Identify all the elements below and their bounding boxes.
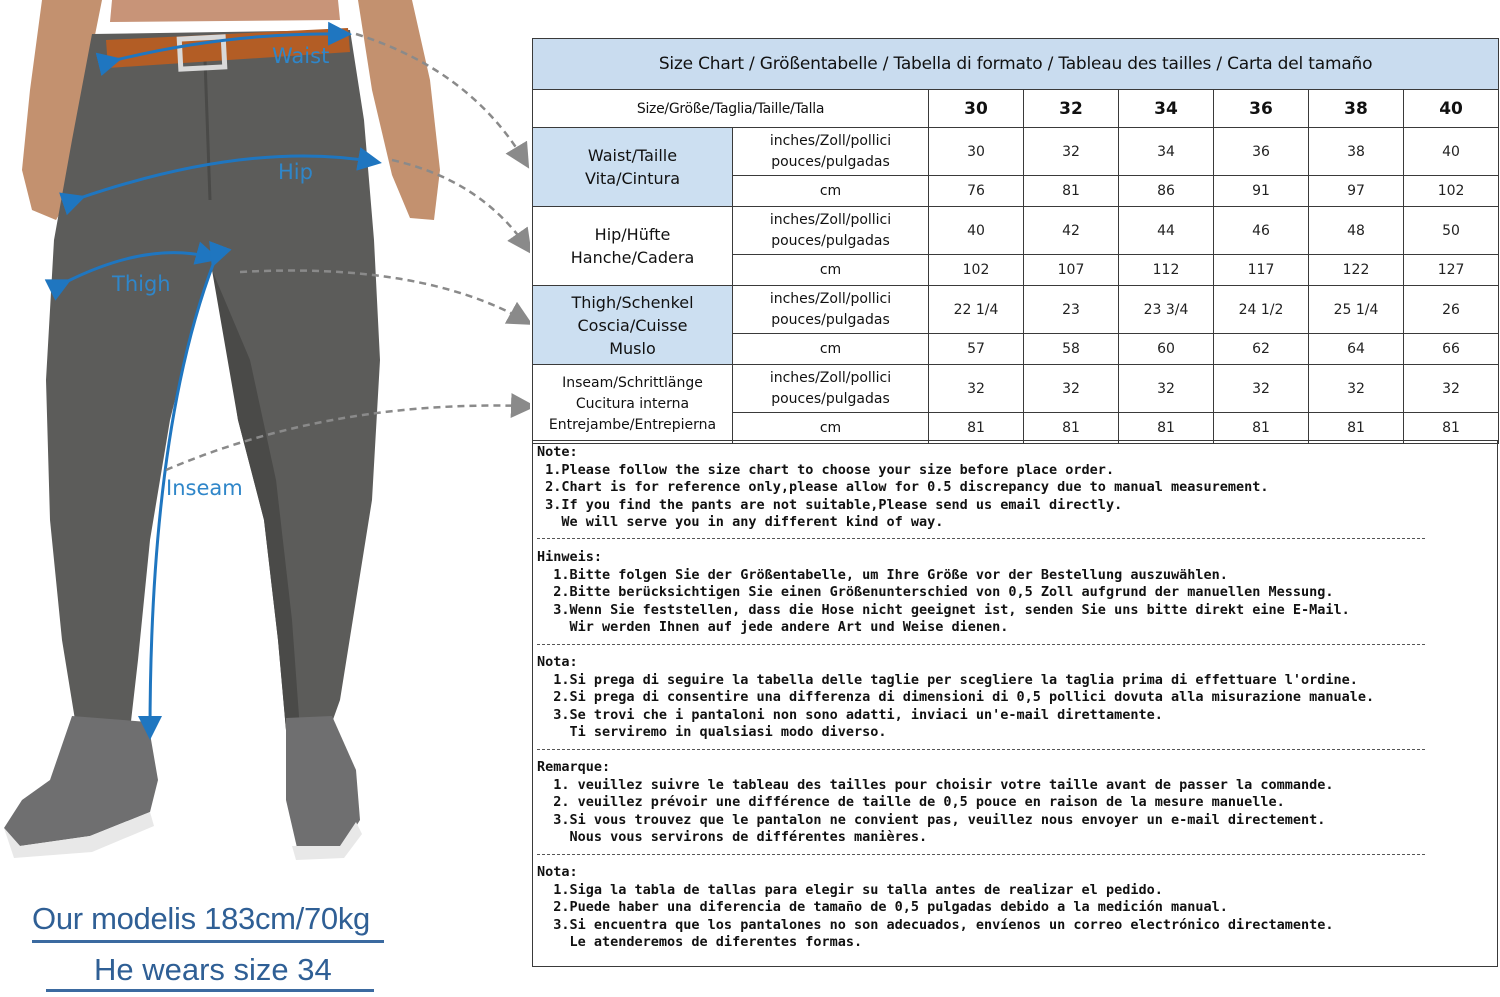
note-heading: Note:	[537, 444, 578, 460]
unit-inches-line: pouces/pulgadas	[771, 311, 890, 328]
table-cell: 34	[1119, 128, 1214, 176]
category-label-line: Hip/Hüfte	[594, 225, 671, 244]
note-english	[537, 444, 1497, 532]
table-cell: 32	[929, 365, 1024, 413]
table-cell: 23 3/4	[1119, 286, 1214, 334]
note-divider	[537, 538, 1425, 539]
size-header: 36	[1214, 90, 1309, 128]
table-cell: 32	[1214, 365, 1309, 413]
table-cell: 58	[1024, 334, 1119, 365]
size-header: 40	[1404, 90, 1499, 128]
unit-inches-line: inches/Zoll/pollici	[769, 132, 892, 149]
note-line: 3.Si vous trouvez que le pantalon ne convient pas, veuillez nous envoyer un e-mail directement.	[537, 811, 1326, 828]
note-heading: Nota:	[537, 654, 578, 670]
notes-panel	[532, 440, 1498, 967]
table-cell: 23	[1024, 286, 1119, 334]
note-line: 1.Please follow the size chart to choose your size before place order.	[537, 461, 1115, 478]
unit-inches	[733, 365, 929, 413]
model-size: He wears size 34	[94, 952, 332, 987]
table-cell: 81	[929, 413, 1024, 444]
unit-cm: cm	[733, 255, 929, 286]
table-cell: 38	[1309, 128, 1404, 176]
table-row	[533, 128, 1499, 176]
size-header: 30	[929, 90, 1024, 128]
table-cell: 57	[929, 334, 1024, 365]
note-divider	[537, 749, 1425, 750]
unit-inches	[733, 128, 929, 176]
table-cell: 32	[1404, 365, 1499, 413]
pants-illustration	[0, 0, 530, 997]
table-cell: 50	[1404, 207, 1499, 255]
category-label-line: Muslo	[609, 338, 656, 358]
note-heading: Hinweis:	[537, 549, 603, 565]
unit-cm: cm	[733, 413, 929, 444]
table-cell: 25 1/4	[1309, 286, 1404, 334]
table-cell: 64	[1309, 334, 1404, 365]
table-cell: 97	[1309, 176, 1404, 207]
note-line: 3.Se trovi che i pantaloni non sono adatti, inviaci un'e-mail direttamente.	[537, 706, 1163, 723]
note-line: 2.Si prega di consentire una differenza di dimensioni di 0,5 pollici dovuta alla misurazione manuale.	[537, 689, 1375, 705]
unit-cm: cm	[733, 176, 929, 207]
table-cell: 81	[1024, 413, 1119, 444]
size-header: 38	[1309, 90, 1404, 128]
size-header-label: Size/Größe/Taglia/Taille/Talla	[533, 90, 929, 128]
note-line: 1.Siga la tabla de tallas para elegir su talla antes de realizar el pedido.	[537, 881, 1163, 898]
note-line: Wir werden Ihnen auf jede andere Art und Weise dienen.	[537, 619, 1009, 635]
table-cell: 86	[1119, 176, 1214, 207]
table-cell: 44	[1119, 207, 1214, 255]
note-line: 2.Puede haber una diferencia de tamaño de 0,5 pulgadas debido a la medición manual.	[537, 899, 1228, 915]
right-arm	[358, 0, 440, 220]
note-line: We will serve you in any different kind of way.	[537, 514, 944, 530]
unit-inches	[733, 286, 929, 334]
pants-drawing	[0, 0, 530, 997]
pants	[46, 30, 380, 730]
unit-inches-line: pouces/pulgadas	[771, 390, 890, 407]
note-heading: Nota:	[537, 864, 578, 880]
category-label-line: Coscia/Cuisse	[577, 315, 688, 335]
note-line: 1.Bitte folgen Sie der Größentabelle, um Ihre Größe vor der Bestellung auszuwählen.	[537, 566, 1228, 583]
note-line: 3.If you find the pants are not suitable,Please send us email directly.	[537, 496, 1123, 513]
note-divider	[537, 854, 1425, 855]
category-label-line: Waist/Taille	[587, 146, 678, 165]
unit-inches-line: inches/Zoll/pollici	[769, 369, 892, 386]
table-cell: 32	[1024, 128, 1119, 176]
table-row	[533, 286, 1499, 334]
thigh-label: Thigh	[112, 272, 171, 296]
model-measurements: Our modelis 183cm/70kg	[32, 901, 371, 936]
note-french	[537, 759, 1497, 847]
table-cell: 122	[1309, 255, 1404, 286]
note-italian	[537, 654, 1497, 742]
category-label-line: Hanche/Cadera	[570, 248, 695, 267]
inseam-label: Inseam	[166, 476, 243, 500]
category-thigh	[533, 286, 733, 365]
table-row	[533, 365, 1499, 413]
hip-label: Hip	[278, 160, 313, 184]
right-shoe	[286, 716, 360, 852]
table-cell: 117	[1214, 255, 1309, 286]
table-cell: 30	[929, 128, 1024, 176]
table-cell: 81	[1119, 413, 1214, 444]
table-cell: 24 1/2	[1214, 286, 1309, 334]
note-line: 1.Si prega di seguire la tabella delle taglie per scegliere la taglia prima di effettuare l'ordine.	[537, 671, 1358, 688]
table-cell: 48	[1309, 207, 1404, 255]
category-label-line: Entrejambe/Entrepierna	[548, 416, 717, 433]
table-cell: 102	[929, 255, 1024, 286]
note-divider	[537, 644, 1425, 645]
table-cell: 40	[929, 207, 1024, 255]
table-cell: 22 1/4	[929, 286, 1024, 334]
note-line: 2.Bitte berücksichtigen Sie einen Größenunterschied von 0,5 Zoll aufgrund der manuellen Messung.	[537, 584, 1334, 600]
note-german	[537, 549, 1497, 637]
note-line: Ti serviremo in qualsiasi modo diverso.	[537, 724, 887, 740]
table-cell: 32	[1309, 365, 1404, 413]
table-cell: 46	[1214, 207, 1309, 255]
note-line: Nous vous servirons de différentes manières.	[537, 829, 928, 845]
table-cell: 42	[1024, 207, 1119, 255]
note-line: 3.Si encuentra que los pantalones no son adecuados, envíenos un correo electrónico directamente.	[537, 916, 1334, 933]
table-cell: 26	[1404, 286, 1499, 334]
table-cell: 32	[1024, 365, 1119, 413]
table-cell: 112	[1119, 255, 1214, 286]
size-header-row	[533, 90, 1499, 128]
category-label-line: Cucitura interna	[575, 395, 690, 412]
note-line: 3.Wenn Sie feststellen, dass die Hose nicht geeignet ist, senden Sie uns bitte direkt eine E-Mail.	[537, 601, 1350, 618]
unit-inches-line: pouces/pulgadas	[771, 153, 890, 170]
note-spanish	[537, 864, 1497, 952]
table-cell: 32	[1119, 365, 1214, 413]
size-chart-title: Size Chart / Größentabelle / Tabella di formato / Tableau des tailles / Carta del tamaño	[533, 39, 1499, 90]
category-waist	[533, 128, 733, 207]
table-cell: 91	[1214, 176, 1309, 207]
waist-label: Waist	[272, 44, 330, 68]
model-measurements-underline	[32, 940, 384, 943]
category-hip	[533, 207, 733, 286]
size-header: 32	[1024, 90, 1119, 128]
note-line: 2. veuillez prévoir une différence de taille de 0,5 pouce en raison de la mesure manuelle.	[537, 794, 1285, 810]
unit-cm: cm	[733, 334, 929, 365]
note-line: 1. veuillez suivre le tableau des tailles pour choisir votre taille avant de passer la commande.	[537, 776, 1334, 793]
note-heading: Remarque:	[537, 759, 611, 775]
table-cell: 76	[929, 176, 1024, 207]
table-cell: 62	[1214, 334, 1309, 365]
unit-inches-line: inches/Zoll/pollici	[769, 290, 892, 307]
table-cell: 40	[1404, 128, 1499, 176]
category-label-line: Thigh/Schenkel	[571, 292, 694, 312]
size-chart-table	[532, 38, 1499, 444]
table-cell: 81	[1309, 413, 1404, 444]
table-cell: 102	[1404, 176, 1499, 207]
table-cell: 81	[1214, 413, 1309, 444]
unit-inches	[733, 207, 929, 255]
table-cell: 36	[1214, 128, 1309, 176]
category-inseam	[533, 365, 733, 444]
table-cell: 81	[1404, 413, 1499, 444]
note-line: 2.Chart is for reference only,please allow for 0.5 discrepancy due to manual measurement.	[537, 479, 1269, 495]
model-size-underline	[46, 989, 374, 992]
size-header: 34	[1119, 90, 1214, 128]
category-label-line: Inseam/Schrittlänge	[562, 374, 703, 391]
category-label-line: Vita/Cintura	[584, 169, 681, 188]
table-cell: 127	[1404, 255, 1499, 286]
table-row	[533, 207, 1499, 255]
unit-inches-line: pouces/pulgadas	[771, 232, 890, 249]
table-cell: 81	[1024, 176, 1119, 207]
table-cell: 107	[1024, 255, 1119, 286]
unit-inches-line: inches/Zoll/pollici	[769, 211, 892, 228]
note-line: Le atenderemos de diferentes formas.	[537, 934, 863, 950]
table-cell: 60	[1119, 334, 1214, 365]
table-cell: 66	[1404, 334, 1499, 365]
torso	[110, 0, 340, 22]
